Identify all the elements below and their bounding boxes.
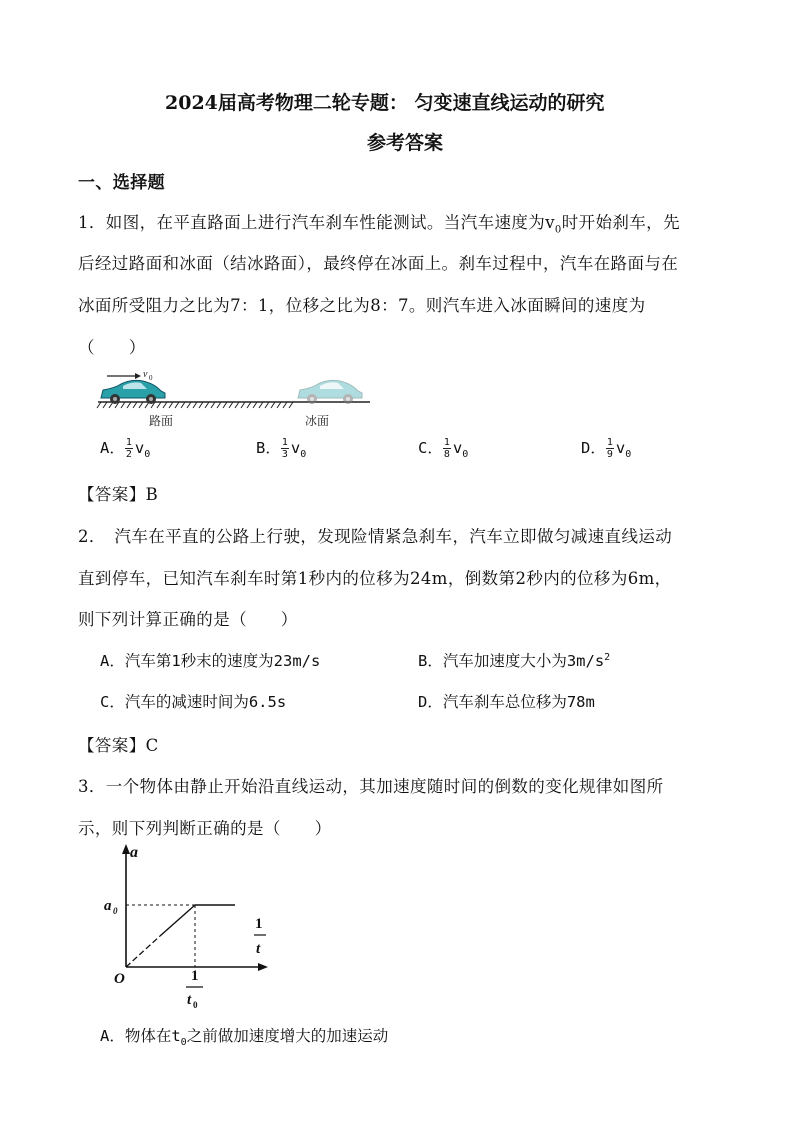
q1-option-c[interactable]: C． $\frac{1}{8}$ $v_0$ — [418, 437, 469, 461]
q1-line-4: （ ） — [78, 338, 146, 357]
q2-option-b[interactable]: B．汽车加速度大小为$3m/s^2$ — [418, 651, 611, 670]
q2-option-c[interactable]: C．汽车的减速时间为6.5s — [100, 693, 287, 711]
origin-label: O — [114, 971, 125, 987]
x-axis-num: 1 — [255, 916, 263, 932]
graph-rise — [160, 905, 195, 936]
velocity-label-sub: 0 — [149, 374, 153, 382]
page-title: 2024届高考物理二轮专题： 匀变速直线运动的研究 — [165, 92, 605, 114]
q1-option-d[interactable]: D． $\frac{1}{9}$ $v_0$ — [581, 437, 632, 461]
car-road — [101, 380, 165, 404]
q1-car-figure — [95, 362, 385, 432]
q1-option-b[interactable]: B． $\frac{1}{3}$ $v_0$ — [256, 437, 307, 461]
q1-line-2: 后经过路面和冰面（结冰路面），最终停在冰面上。刹车过程中，汽车在路面与在 — [78, 254, 679, 273]
t0-den-sub: 0 — [193, 1000, 198, 1010]
q2-option-a[interactable]: A．汽车第1秒末的速度为23m/s — [100, 652, 321, 670]
t0-den: t — [187, 992, 192, 1008]
q1-answer: 【答案】B — [78, 485, 159, 504]
graph-dashed-rise — [126, 936, 160, 967]
q3-line-2: 示，则下列判断正确的是（ ） — [78, 819, 332, 838]
velocity-arrowhead — [135, 373, 141, 379]
page-subtitle: 参考答案 — [367, 132, 444, 154]
road-label: 路面 — [149, 414, 174, 428]
q3-graph — [100, 842, 280, 1014]
q1-line-1: 1．如图，在平直路面上进行汽车刹车性能测试。当汽车速度为$v_0$时开始刹车，先 — [78, 213, 680, 236]
car-ice — [298, 380, 362, 404]
q2-option-d[interactable]: D．汽车刹车总位移为78m — [418, 693, 595, 711]
a0-label-sub: 0 — [113, 906, 118, 916]
q2-answer: 【答案】C — [78, 736, 159, 755]
q1-line-3: 冰面所受阻力之比为7：1，位移之比为8：7。则汽车进入冰面瞬间的速度为 — [78, 296, 646, 315]
q3-option-a[interactable]: A．物体在$t_0$之前做加速度增大的加速运动 — [100, 1027, 389, 1049]
y-axis-label: a — [130, 844, 138, 861]
x-axis-arrow — [258, 963, 268, 971]
q2-line-3: 则下列计算正确的是（ ） — [78, 610, 298, 629]
a0-label: a — [104, 898, 112, 914]
road-hatch — [97, 402, 293, 408]
q1-option-a[interactable]: A． $\frac{1}{2}$ $v_0$ — [100, 437, 151, 461]
q2-line-1: 2． 汽车在平直的公路上行驶，发现险情紧急刹车，汽车立即做匀减速直线运动 — [78, 527, 673, 546]
t0-num: 1 — [191, 968, 199, 984]
section-heading: 一、选择题 — [78, 173, 165, 193]
ice-label: 冰面 — [305, 414, 330, 428]
x-axis-den: t — [256, 941, 261, 957]
y-axis-arrow — [122, 844, 130, 854]
velocity-label: v — [143, 369, 148, 380]
q2-line-2: 直到停车，已知汽车刹车时第1秒内的位移为24m，倒数第2秒内的位移为6m， — [78, 569, 672, 588]
q3-line-1: 3．一个物体由静止开始沿直线运动，其加速度随时间的倒数的变化规律如图所 — [78, 777, 664, 796]
